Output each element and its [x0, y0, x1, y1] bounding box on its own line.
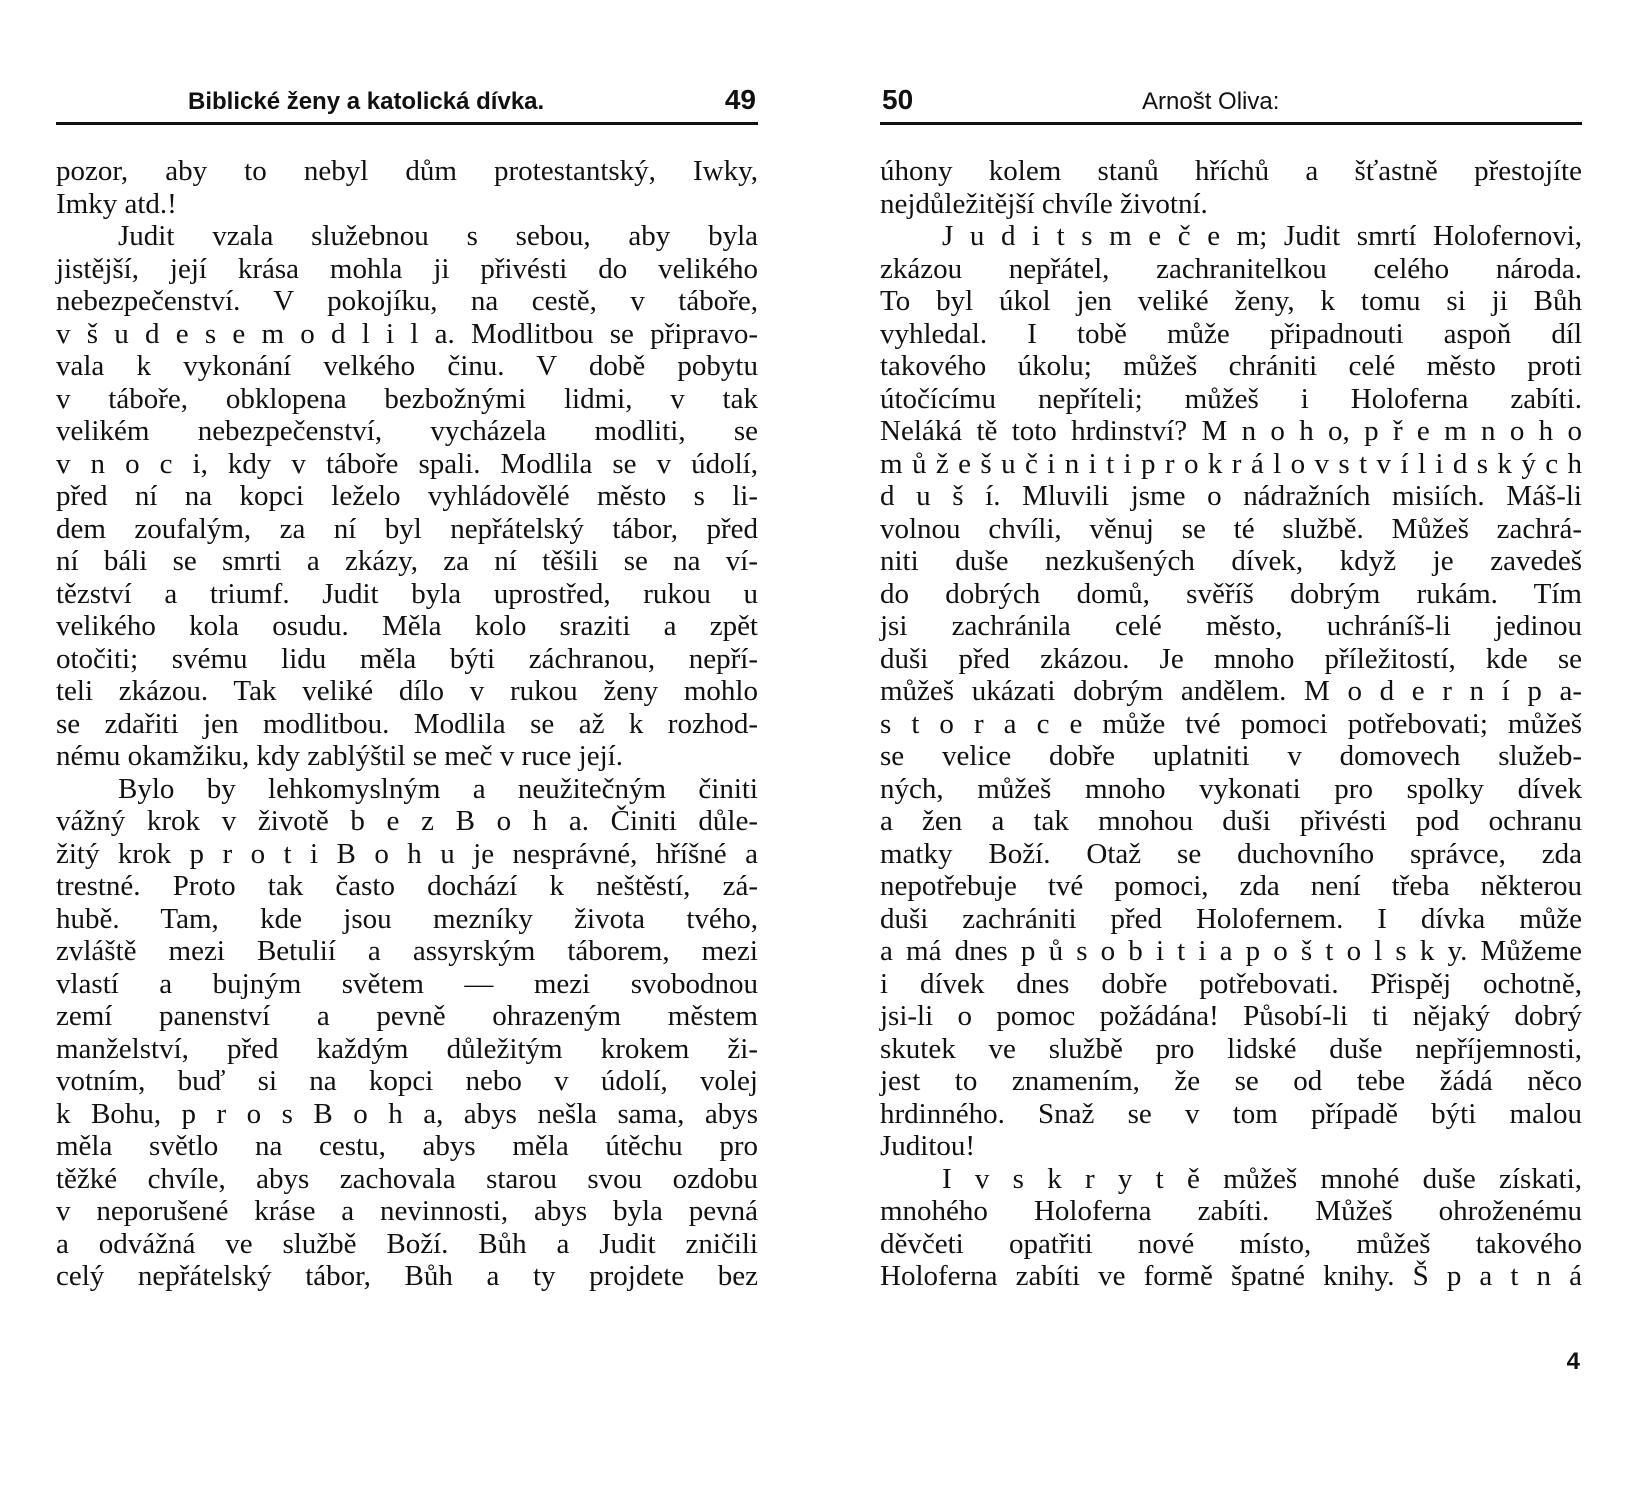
text-line: tězství a triumf. Judit byla uprostřed, rukou u — [56, 577, 758, 610]
text-line: žitý krok p r o t i B o h u je nesprávné, hříšné a — [56, 837, 758, 870]
text-line: a žen a tak mnohou duši přivésti pod ochranu — [880, 805, 1582, 837]
text-line: skutek ve službě pro lidské duše nepříjemnosti, — [880, 1032, 1582, 1065]
text-line: ných, můžeš mnoho vykonati pro spolky dívek — [880, 772, 1582, 805]
text-line: k Bohu, p r o s B o h a, abys nešla sama, abys — [56, 1097, 758, 1130]
text-line: Bylo by lehkomyslným a neužitečným činiti — [118, 772, 758, 805]
text-line: nejdůležitější chvíle životní. — [880, 187, 1208, 220]
text-line: velikého kola osudu. Měla kolo sraziti a zpět — [56, 610, 758, 642]
text-line: mnohého Holoferna zabíti. Můžeš ohroženému — [880, 1195, 1582, 1227]
text-line: jsi zachránila celé město, uchráníš-li jedinou — [880, 610, 1582, 642]
text-line: úhony kolem stanů hříchů a šťastně přestojíte — [880, 155, 1582, 187]
text-line: v táboře, obklopena bezbožnými lidmi, v tak — [56, 382, 758, 415]
text-line: děvčeti opatřiti nové místo, můžeš takového — [880, 1227, 1582, 1260]
text-line: Imky atd.! — [56, 187, 177, 220]
text-line: ní báli se smrti a zkázy, za ní těšili se na ví- — [56, 545, 758, 577]
text-line: i dívek dnes dobře potřebovati. Přispěj ochotně, — [880, 967, 1582, 1000]
text-line: měla světlo na cestu, abys měla útěchu pro — [56, 1130, 758, 1162]
text-line: do dobrých domů, svěříš dobrým rukám. Tím — [880, 577, 1582, 610]
text-line: zvláště mezi Betulií a assyrským táborem, mezi — [56, 935, 758, 967]
text-line: nému okamžiku, kdy zablýštil se meč v ruce její. — [56, 740, 623, 772]
text-line: těžké chvíle, abys zachovala starou svou ozdobu — [56, 1162, 758, 1195]
text-line: nepotřebuje tvé pomoci, zda není třeba některou — [880, 870, 1582, 902]
text-line: a odvážná ve službě Boží. Bůh a Judit zničili — [56, 1227, 758, 1260]
text-line: před ní na kopci leželo vyhládovělé město s li- — [56, 480, 758, 512]
right-page — [880, 82, 1582, 1293]
text-line: Judit vzala služebnou s sebou, aby byla — [118, 220, 758, 252]
text-line: votním, buď si na kopci nebo v údolí, volej — [56, 1065, 758, 1097]
text-line: d u š í. Mluvili jsme o nádražních misiích. Máš-li — [880, 480, 1582, 512]
left-page-header — [56, 82, 758, 125]
text-line: manželství, před každým důležitým krokem ži- — [56, 1032, 758, 1065]
text-line: celý nepřátelský tábor, Bůh a ty projdete bez — [56, 1260, 758, 1292]
text-line: se velice dobře uplatniti v domovech služeb- — [880, 740, 1582, 772]
right-page-header — [880, 82, 1582, 125]
text-line: otočiti; svému lidu měla býti záchranou, nepří- — [56, 642, 758, 675]
text-line: se zdařiti jen modlitbou. Modlila se až k rozhod- — [56, 707, 758, 740]
text-line: niti duše nezkušených dívek, když je zavedeš — [880, 545, 1582, 577]
signature-mark: 4 — [1566, 1348, 1580, 1375]
page-number: 49 — [724, 84, 756, 115]
text-line: To byl úkol jen veliké ženy, k tomu si ji Bůh — [880, 285, 1582, 317]
text-line: jest to znamením, že se od tebe žádá něco — [880, 1065, 1582, 1097]
left-page-text — [56, 155, 758, 1293]
text-line: nebezpečenství. V pokojíku, na cestě, v táboře, — [56, 285, 758, 317]
text-line: můžeš ukázati dobrým andělem. M o d e r n í p a- — [880, 675, 1582, 707]
running-title: Arnošt Oliva: — [1142, 88, 1280, 115]
text-line: jsi-li o pomoc požádána! Působí-li ti nějaký dobrý — [880, 1000, 1582, 1032]
text-line: vyhledal. I tobě může připadnouti aspoň díl — [880, 317, 1582, 350]
text-line: teli zkázou. Tak veliké dílo v rukou ženy mohlo — [56, 675, 758, 707]
text-line: útočícímu nepříteli; můžeš i Holoferna zabíti. — [880, 382, 1582, 415]
left-page — [56, 82, 758, 1293]
text-line: Juditou! — [880, 1130, 976, 1162]
text-line: v neporušené kráse a nevinnosti, abys byla pevná — [56, 1195, 758, 1227]
text-line: v š u d e s e m o d l i l a. Modlitbou se připravo- — [56, 317, 758, 350]
running-title: Biblické ženy a katolická dívka. — [188, 88, 545, 115]
text-line: velikém nebezpečenství, vycházela modliti, se — [56, 415, 758, 447]
text-line: I v s k r y t ě můžeš mnohé duše získati, — [942, 1162, 1582, 1195]
text-line: zkázou nepřátel, zachranitelkou celého národa. — [880, 252, 1582, 285]
text-line: hrdinného. Snaž se v tom případě býti malou — [880, 1097, 1582, 1130]
text-line: Neláká tě toto hrdinství? M n o h o, p ř e m n o h o — [880, 415, 1582, 447]
text-line: dem zoufalým, za ní byl nepřátelský tábor, před — [56, 512, 758, 545]
right-page-text — [880, 155, 1582, 1293]
text-line: vlastí a bujným světem — mezi svobodnou — [56, 967, 758, 1000]
text-line: vala k vykonání velkého činu. V době pobytu — [56, 350, 758, 382]
text-line: trestné. Proto tak často dochází k neštěstí, zá- — [56, 870, 758, 902]
text-line: duši zachrániti před Holofernem. I dívka může — [880, 902, 1582, 935]
text-line: hubě. Tam, kde jsou mezníky života tvého, — [56, 902, 758, 935]
text-line: volnou chvíli, věnuj se té službě. Můžeš zachrá- — [880, 512, 1582, 545]
text-line: takového úkolu; můžeš chrániti celé město proti — [880, 350, 1582, 382]
text-line: v n o c i, kdy v táboře spali. Modlila se v údolí, — [56, 447, 758, 480]
text-line: zemí panenství a pevně ohrazeným městem — [56, 1000, 758, 1032]
page-number: 50 — [882, 84, 914, 115]
text-line: a má dnes p ů s o b i t i a p o š t o l s k y. Můžeme — [880, 935, 1582, 967]
text-line: Holoferna zabíti ve formě špatné knihy. Š p a t n á — [880, 1260, 1582, 1292]
text-line: m ů ž e š u č i n i t i p r o k r á l o v s t v í l i d s k ý c h — [880, 447, 1582, 480]
text-line: duši před zkázou. Je mnoho příležitostí, kde se — [880, 642, 1582, 675]
text-line: vážný krok v životě b e z B o h a. Činiti důle- — [56, 805, 758, 837]
text-line: jistější, její krása mohla ji přivésti do velikého — [56, 252, 758, 285]
text-line: J u d i t s m e č e m; Judit smrtí Holofernovi, — [942, 220, 1582, 252]
text-line: pozor, aby to nebyl dům protestantský, Iwky, — [56, 155, 758, 187]
text-line: matky Boží. Otaž se duchovního správce, zda — [880, 837, 1582, 870]
text-line: s t o r a c e může tvé pomoci potřebovati; můžeš — [880, 707, 1582, 740]
